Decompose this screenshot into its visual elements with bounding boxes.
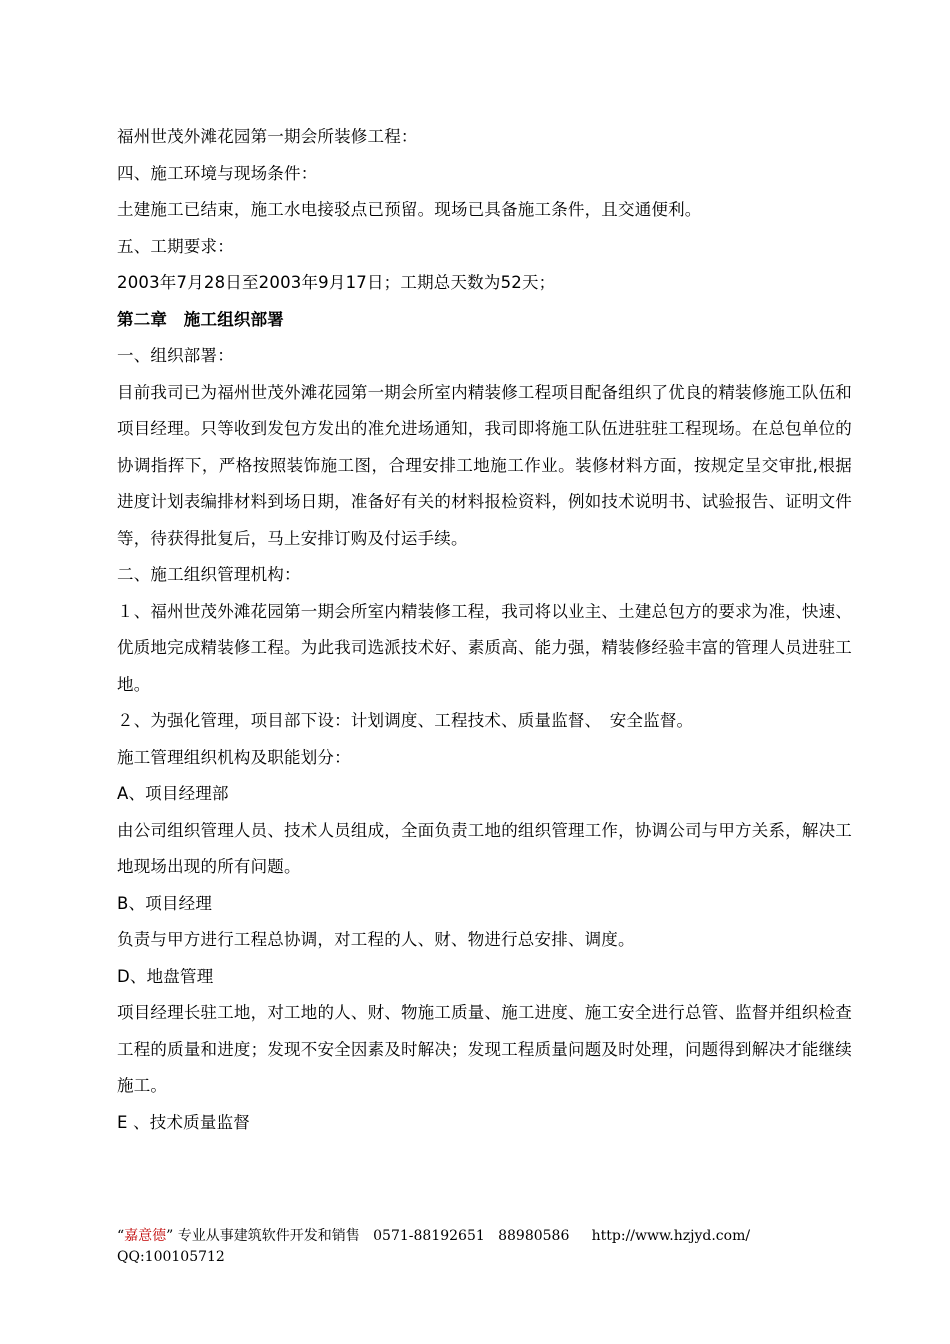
quote-mark: ”	[166, 1228, 174, 1244]
section-heading: 五、工期要求：	[117, 236, 234, 256]
paragraph: 项目经理长驻工地，对工地的人、财、物施工质量、施工进度、施工安全进行总管、监督并组织检查工程的质量和进度；发现不安全因素及时解决；发现工程质量问题及时处理，问题得到解决才能继续施工。	[117, 1003, 852, 1095]
section-heading: 一、组织部署：	[117, 346, 234, 365]
subsection-heading: E 、技术质量监督	[117, 1112, 250, 1132]
page-footer	[117, 1226, 852, 1268]
paragraph: １、福州世茂外滩花园第一期会所室内精装修工程，我司将以业主、土建总包方的要求为准，快速、优质地完成精装修工程。为此我司选派技术好、素质高、能力强，精装修经验丰富的管理人员进驻工地。	[117, 601, 852, 694]
quote-mark: “	[117, 1228, 125, 1244]
paragraph: 福州世茂外滩花园第一期会所装修工程：	[117, 127, 418, 146]
footer-description: 专业从事建筑软件开发和销售 0571-88192651 88980586 http://www.hzjyd.com/	[173, 1228, 751, 1244]
paragraph: ２、为强化管理，项目部下设：计划调度、工程技术、质量监督、 安全监督。	[117, 711, 694, 730]
brand-name: 嘉意德	[124, 1228, 167, 1244]
subsection-heading: D、地盘管理	[117, 966, 214, 986]
paragraph: 由公司组织管理人员、技术人员组成，全面负责工地的组织管理工作，协调公司与甲方关系，解决工地现场出现的所有问题。	[117, 820, 852, 876]
paragraph: 目前我司已为福州世茂外滩花园第一期会所室内精装修工程项目配备组织了优良的精装修施工队伍和项目经理。只等收到发包方发出的准允进场通知，我司即将施工队伍进驻驻工程现场。在总包单位的协调指挥下，严格按照装饰施工图，合理安排工地施工作业。装修材料方面，按规定呈交审批,根据进度计划表编排材料到场日期，准备好有关的材料报检资料，例如技术说明书、试验报告、证明文件等，待获得批复后，马上安排订购及付运手续。	[117, 382, 852, 548]
subsection-heading: A、项目经理部	[117, 784, 229, 803]
section-heading: 二、施工组织管理机构：	[117, 565, 301, 584]
footer-qq: QQ:100105712	[117, 1249, 225, 1265]
paragraph: 施工管理组织机构及职能划分：	[117, 747, 351, 767]
paragraph: 2003年7月28日至2003年9月17日；工期总天数为52天；	[117, 273, 556, 292]
paragraph: 土建施工已结束，施工水电接驳点已预留。现场已具备施工条件，且交通便利。	[117, 200, 702, 219]
document-body	[117, 119, 852, 1141]
section-heading: 四、施工环境与现场条件：	[117, 163, 318, 183]
paragraph: 负责与甲方进行工程总协调，对工程的人、财、物进行总安排、调度。	[117, 930, 635, 949]
footer-line	[117, 1226, 852, 1247]
subsection-heading: B、项目经理	[117, 893, 213, 913]
chapter-title: 第二章 施工组织部署	[117, 309, 284, 329]
